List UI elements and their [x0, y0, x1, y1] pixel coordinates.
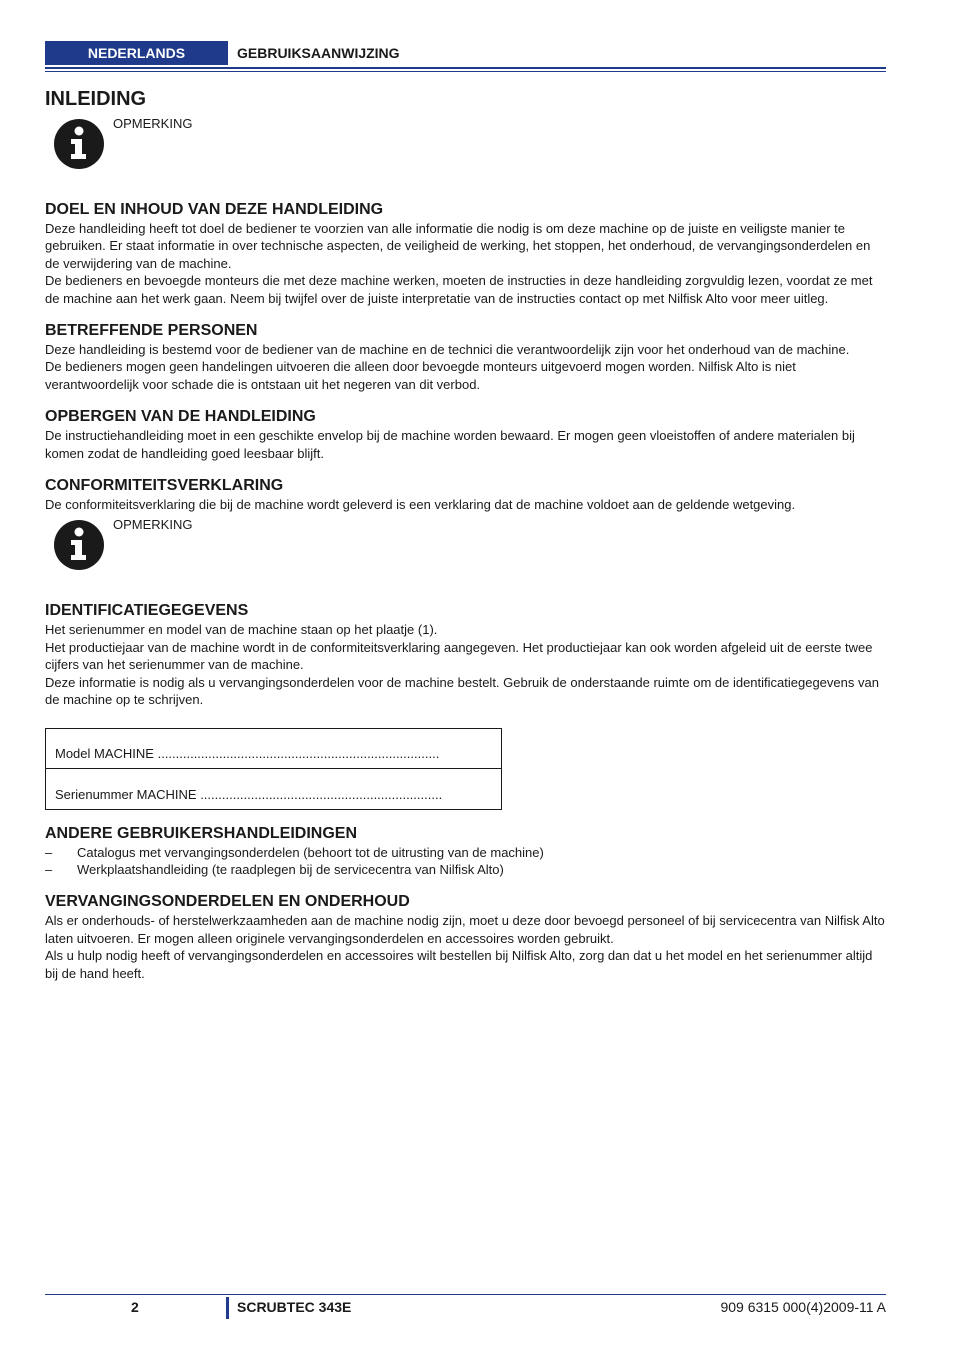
dash-bullet: – [45, 844, 53, 860]
model-field-label: Model MACHINE .............................................................................. [55, 745, 440, 761]
section-title-doel: DOEL EN INHOUD VAN DEZE HANDLEIDING [45, 201, 384, 218]
language-tab: NEDERLANDS [45, 41, 228, 65]
page-number: 2 [131, 1299, 139, 1315]
section-title-opbergen: OPBERGEN VAN DE HANDLEIDING [45, 408, 316, 426]
section-title-identificatie: IDENTIFICATIEGEGEVENS [45, 602, 249, 620]
document-type: GEBRUIKSAANWIJZING [237, 45, 400, 61]
section-title-vervanging: VERVANGINGSONDERDELEN EN ONDERHOUD [45, 893, 410, 911]
note-label: OPMERKING [113, 116, 193, 131]
manual-list [45, 844, 886, 879]
list-item [45, 861, 886, 878]
list-item [45, 844, 886, 861]
info-icon [54, 520, 104, 570]
paragraph: De instructiehandleiding moet in een geschikte envelop bij de machine worden bewaard. Er mogen geen vloeistoffen of andere materialen bij komen zodat de handleiding goed leesbaar blijft. [45, 428, 855, 461]
info-icon [54, 119, 104, 169]
paragraph: De bedieners en bevoegde monteurs die met deze machine werken, moeten de instructies in deze handleiding zorgvuldig lezen, voordat ze met de machine aan het werk gaan. Neem bij twijfel over de juiste interpretatie van de instructies contact op met Nilfisk Alto voor meer uitleg. [45, 273, 873, 306]
note-label: OPMERKING [113, 517, 193, 533]
header-rule-thin [45, 71, 886, 72]
section-title-andere: ANDERE GEBRUIKERSHANDLEIDINGEN [45, 824, 358, 842]
footer-rule [45, 1294, 886, 1295]
document-code: 909 6315 000(4)2009-11 A [720, 1299, 886, 1315]
section-title-conformiteit: CONFORMITEITSVERKLARING [45, 477, 284, 495]
paragraph: De bedieners mogen geen handelingen uitvoeren die alleen door bevoegde monteurs uitgevoerd mogen worden. Nilfisk Alto is niet verantwoordelijk voor schade die is ontstaan uit het negeren van dit verbod. [45, 359, 796, 392]
header-rule [45, 67, 886, 69]
page-content [45, 86, 886, 982]
identification-table [45, 728, 502, 810]
paragraph: Deze informatie is nodig als u vervangingsonderdelen voor de machine bestelt. Gebruik de onderstaande ruimte om de identificatiegegevens van de machine op te schrijven. [45, 674, 879, 708]
product-name: SCRUBTEC 343E [237, 1299, 352, 1315]
paragraph: De conformiteitsverklaring die bij de machine wordt geleverd is een verklaring dat de machine voldoet aan de geldende wetgeving. [45, 497, 796, 513]
model-row [46, 729, 501, 769]
note-block [45, 517, 886, 587]
paragraph: Het productiejaar van de machine wordt in de conformiteitsverklaring aangegeven. Het productiejaar kan ook worden afgeleid uit de eerste twee cijfers van het serienummer van de machine. [45, 639, 873, 673]
paragraph: Deze handleiding heeft tot doel de bediener te voorzien van alle informatie die nodig is om deze machine op de juiste en veiligste manier te gebruiken. Er staat informatie in over technische aspecten, de veiligheid de werking, het stoppen, het onderhoud, de vervangingsonderdelen en de verwijdering van de machine. [45, 221, 871, 271]
list-item-text: Werkplaatshandleiding (te raadplegen bij de servicecentra van Nilfisk Alto) [77, 861, 504, 877]
footer-divider [226, 1297, 229, 1319]
paragraph: Deze handleiding is bestemd voor de bediener van de machine en de technici die verantwoordelijk zijn voor het onderhoud van de machine. [45, 342, 850, 358]
serial-field-label: Serienummer MACHINE ................................................................... [55, 786, 443, 802]
serial-row [46, 769, 501, 809]
list-item-text: Catalogus met vervangingsonderdelen (behoort tot de uitrusting van de machine) [77, 844, 544, 860]
dash-bullet: – [45, 861, 53, 877]
page-title: INLEIDING [45, 88, 147, 110]
page-header [45, 41, 886, 65]
note-block [45, 116, 886, 186]
paragraph: Als er onderhouds- of herstelwerkzaamheden aan de machine nodig zijn, moet u deze door bevoegd personeel of bij servicecentra van Nilfisk Alto laten uitvoeren. Er mogen alleen originele vervangingsonderdelen en accessoires worden gebruikt. [45, 913, 885, 946]
paragraph: Het serienummer en model van de machine staan op het plaatje (1). [45, 622, 438, 638]
paragraph: Als u hulp nodig heeft of vervangingsonderdelen en accessoires wilt bestellen bij Nilfisk Alto, zorg dan dat u het model en het serienummer altijd bij de hand heeft. [45, 948, 873, 981]
section-title-personen: BETREFFENDE PERSONEN [45, 322, 258, 340]
